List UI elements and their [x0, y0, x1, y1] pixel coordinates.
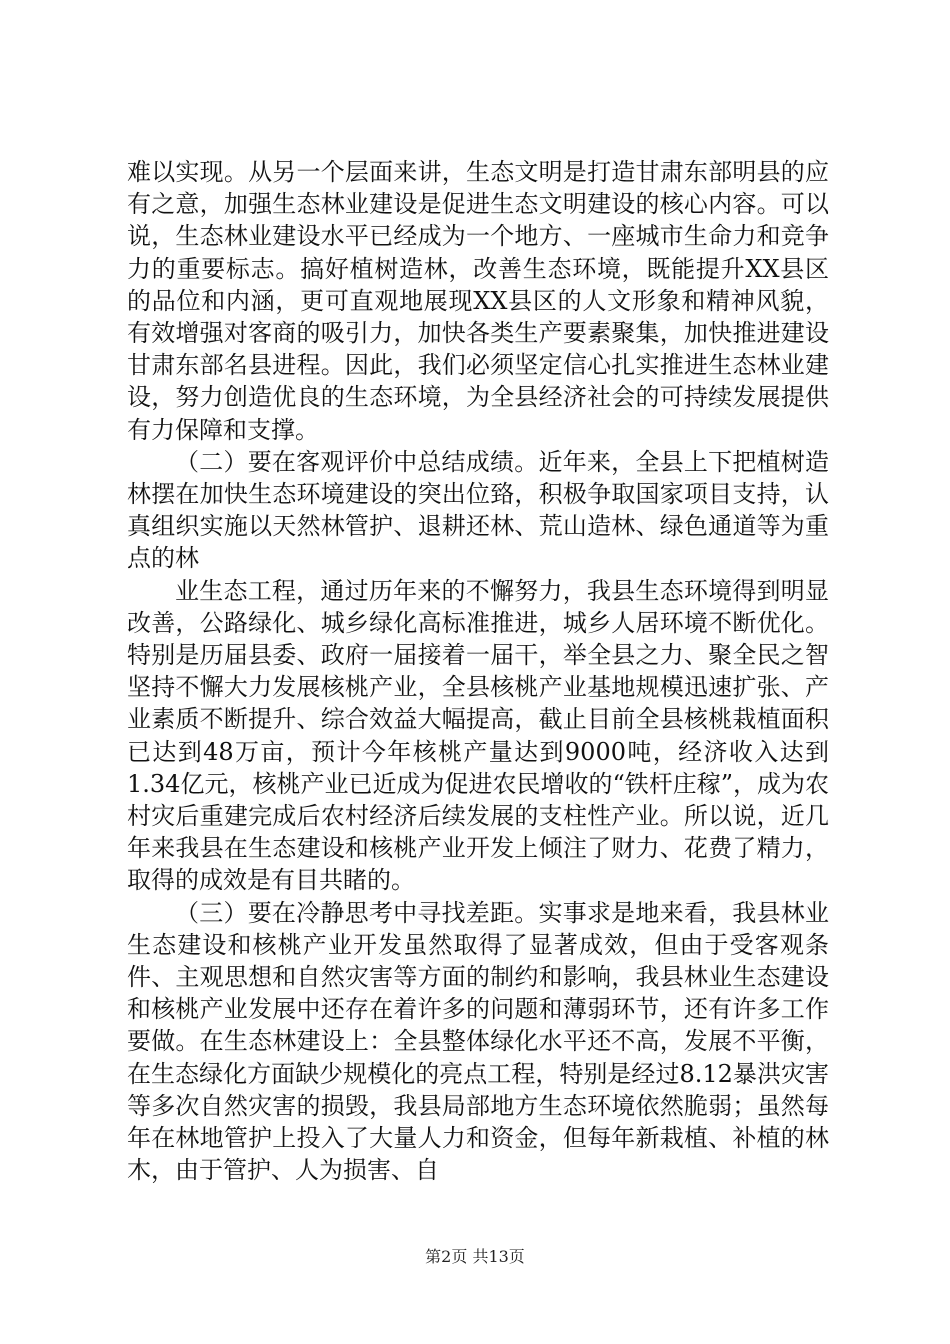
- page-number-footer: 第2页 共13页: [425, 1247, 525, 1266]
- paragraph-4: （三）要在冷静思考中寻找差距。实事求是地来看，我县林业生态建设和核桃产业开发虽然取得了显著成效，但由于受客观条件、主观思想和自然灾害等方面的制约和影响，我县林业生态建设和核桃产业发展中还存在着许多的问题和薄弱环节，还有许多工作要做。在生态林建设上：全县整体绿化水平还不高，发展不平衡，在生态绿化方面缺少规模化的亮点工程，特别是经过8.12暴洪灾害等多次自然灾害的损毁，我县局部地方生态环境依然脆弱；虽然每年在林地管护上投入了大量人力和资金，但每年新栽植、补植的林木，由于管护、人为损害、自: [127, 898, 829, 1185]
- paragraph-1: 难以实现。从另一个层面来讲，生态文明是打造甘肃东部明县的应有之意，加强生态林业建设是促进生态文明建设的核心内容。可以说，生态林业建设水平已经成为一个地方、一座城市生命力和竞争力的重要标志。搞好植树造林，改善生态环境，既能提升XX县区的品位和内涵，更可直观地展现XX县区的人文形象和精神风貌，有效增强对客商的吸引力，加快各类生产要素聚集，加快推进建设甘肃东部名县进程。因此，我们必须坚定信心扎实推进生态林业建设，努力创造优良的生态环境，为全县经济社会的可持续发展提供有力保障和支撑。: [127, 158, 829, 444]
- paragraph-3: 业生态工程，通过历年来的不懈努力，我县生态环境得到明显改善，公路绿化、城乡绿化高标准推进，城乡人居环境不断优化。特别是历届县委、政府一届接着一届干，举全县之力、聚全民之智坚持不懈大力发展核桃产业，全县核桃产业基地规模迅速扩张、产业素质不断提升、综合效益大幅提高，截止目前全县核桃栽植面积已达到48万亩，预计今年核桃产量达到9000吨，经济收入达到1.34亿元，核桃产业已近成为促进农民增收的“铁杆庄稼”，成为农村灾后重建完成后农村经济后续发展的支柱性产业。所以说，近几年来我县在生态建设和核桃产业开发上倾注了财力、花费了精力，取得的成效是有目共睹的。: [127, 576, 829, 895]
- body-text: [127, 156, 829, 1187]
- paragraph-2: （二）要在客观评价中总结成绩。近年来，全县上下把植树造林摆在加快生态环境建设的突出位臵，积极争取国家项目支持，认真组织实施以天然林管护、退耕还林、荒山造林、绿色通道等为重点的林: [127, 447, 829, 573]
